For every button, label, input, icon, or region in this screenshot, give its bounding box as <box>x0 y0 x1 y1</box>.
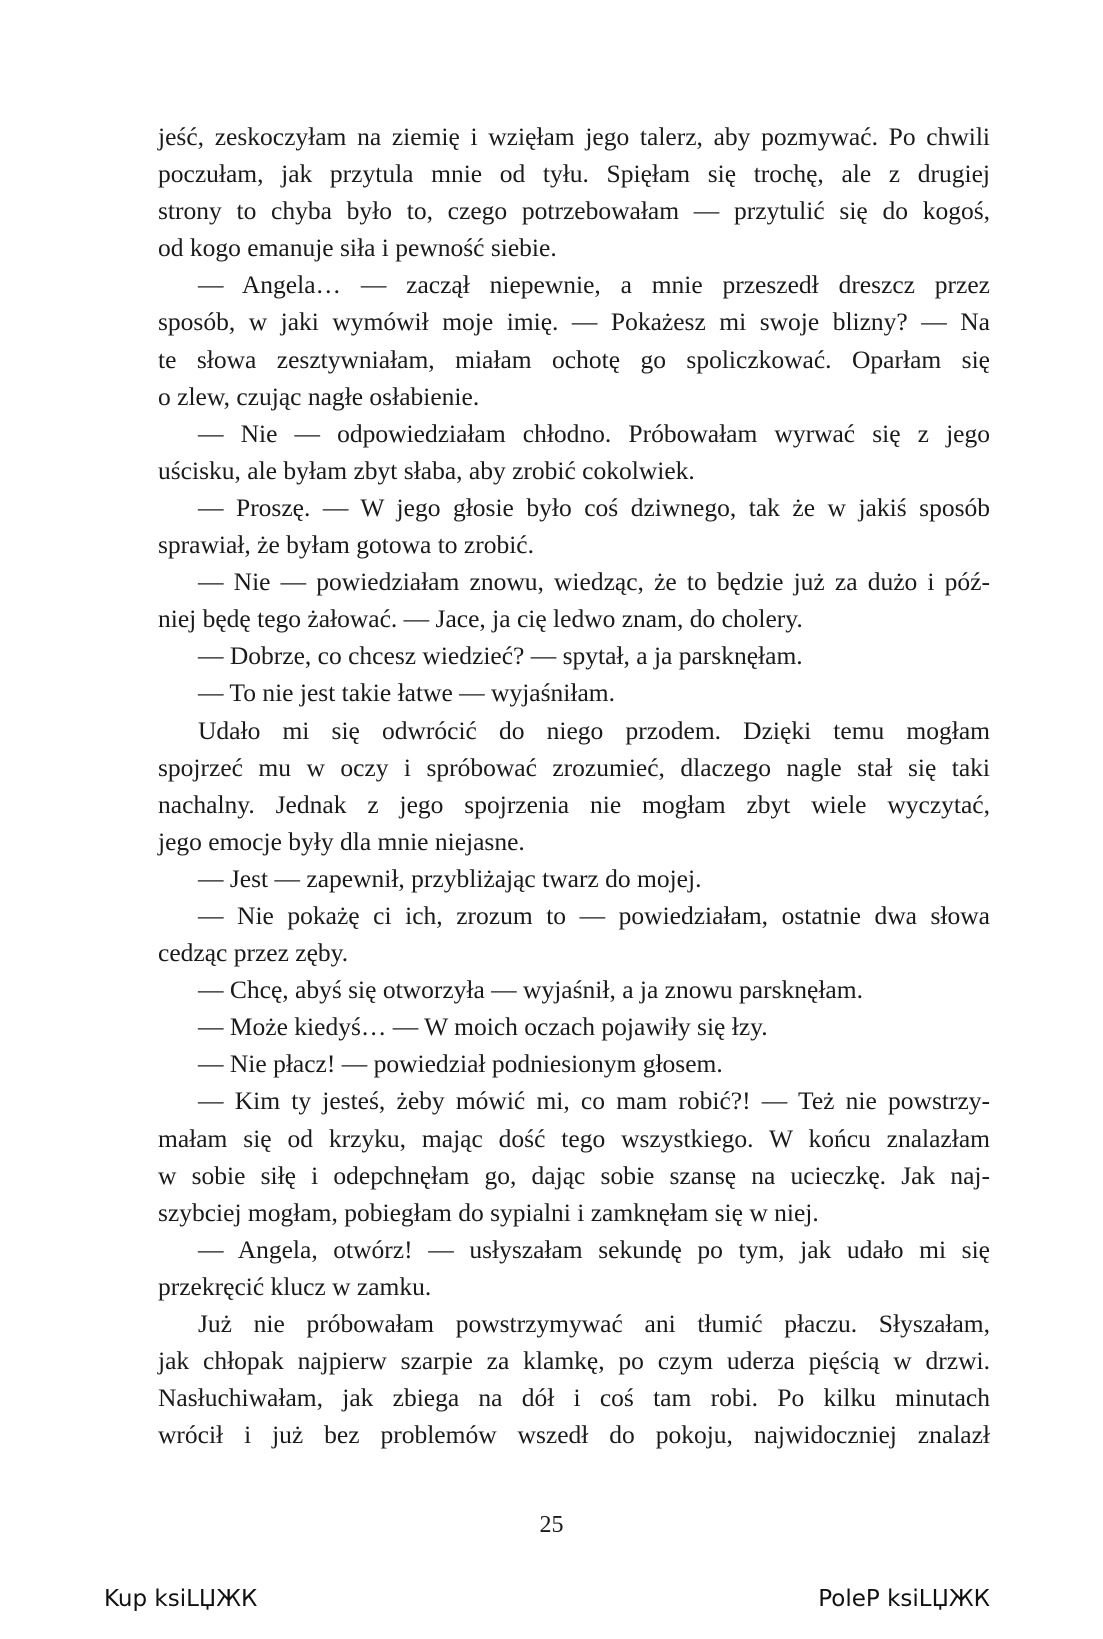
text-line: jeść, zeskoczyłam na ziemię i wzięłam jego talerz, aby pozmywać. Po chwili <box>158 122 990 151</box>
text-line: — Nie pokażę ci ich, zrozum to — powiedziałam, ostatnie dwa słowa <box>198 900 990 930</box>
text-line: — Kim ty jesteś, żeby mówić mi, co mam robić?! — Też nie powstrzy- <box>198 1086 990 1116</box>
text-line: poczułam, jak przytula mnie od tyłu. Spięłam się trochę, ale z drugiej <box>158 159 990 189</box>
text-line: sprawiał, że byłam gotowa to zrobić. <box>158 530 535 560</box>
text-line: Udało mi się odwrócić do niego przodem. Dzięki temu mogłam <box>198 715 990 745</box>
text-line: — Nie — odpowiedziałam chłodno. Próbowałam wyrwać się z jego <box>198 418 990 448</box>
text-line: przekręcić klucz w zamku. <box>158 1271 432 1301</box>
text-line: Już nie próbowałam powstrzymywać ani tłumić płaczu. Słyszałam, <box>198 1309 990 1338</box>
text-line: jak chłopak najpierw szarpie za klamkę, po czym uderza pięścią w drzwi. <box>158 1346 990 1376</box>
text-line: — Proszę. — W jego głosie było coś dziwnego, tak że w jakiś sposób <box>198 492 990 522</box>
text-line: niej będę tego żałować. — Jace, ja cię ledwo znam, do cholery. <box>158 604 803 634</box>
footer-buy-book-link[interactable]: Kup ksiLЏЖК <box>104 1586 258 1612</box>
text-line: sposób, w jaki wymówił moje imię. — Pokażesz mi swoje blizny? — Na <box>158 307 990 337</box>
footer-recommend-book-link[interactable]: PoleP ksiLЏЖК <box>818 1586 990 1612</box>
text-line: nachalny. Jednak z jego spojrzenia nie mogłam zbyt wiele wyczytać, <box>158 789 990 819</box>
text-line: — To nie jest takie łatwe — wyjaśniłam. <box>198 678 615 708</box>
page-body <box>158 118 990 1453</box>
text-line: — Angela, otwórz! — usłyszałam sekundę po tym, jak udało mi się <box>198 1234 990 1264</box>
text-line: — Jest — zapewnił, przybliżając twarz do mojej. <box>198 863 702 893</box>
page-number: 25 <box>539 1512 564 1538</box>
text-line: — Nie — powiedziałam znowu, wiedząc, że to będzie już za dużo i póź- <box>198 567 990 597</box>
text-line: w sobie siłę i odepchnęłam go, dając sobie szansę na ucieczkę. Jak naj- <box>158 1160 990 1190</box>
text-line: uścisku, ale byłam zbyt słaba, aby zrobić cokolwiek. <box>158 455 695 485</box>
text-line: — Angela… — zaczął niepewnie, a mnie przeszedł dreszcz przez <box>198 270 990 300</box>
text-line: o zlew, czując nagłe osłabienie. <box>158 381 480 411</box>
text-line: — Nie płacz! — powiedział podniesionym głosem. <box>198 1049 723 1079</box>
text-line: małam się od krzyku, mając dość tego wszystkiego. W końcu znalazłam <box>158 1123 990 1153</box>
text-line: spojrzeć mu w oczy i spróbować zrozumieć, dlaczego nagle stał się taki <box>158 752 990 782</box>
text-line: — Chcę, abyś się otworzyła — wyjaśnił, a ja znowu parsknęłam. <box>198 975 863 1005</box>
text-line: jego emocje były dla mnie niejasne. <box>158 826 525 856</box>
text-line: — Może kiedyś… — W moich oczach pojawiły się łzy. <box>198 1012 768 1042</box>
text-line: strony to chyba było to, czego potrzebowałam — przytulić się do kogoś, <box>158 196 990 226</box>
text-line: te słowa zesztywniałam, miałam ochotę go spoliczkować. Oparłam się <box>158 344 990 374</box>
text-line: cedząc przez zęby. <box>158 938 349 968</box>
text-line: od kogo emanuje siła i pewność siebie. <box>158 233 557 263</box>
text-line: wrócił i już bez problemów wszedł do pokoju, najwidoczniej znalazł <box>158 1420 990 1450</box>
text-line: szybciej mogłam, pobiegłam do sypialni i zamknęłam się w niej. <box>158 1197 819 1227</box>
text-line: — Dobrze, co chcesz wiedzieć? — spytał, a ja parsknęłam. <box>198 641 803 671</box>
text-line: Nasłuchiwałam, jak zbiega na dół i coś tam robi. Po kilku minutach <box>158 1383 990 1413</box>
